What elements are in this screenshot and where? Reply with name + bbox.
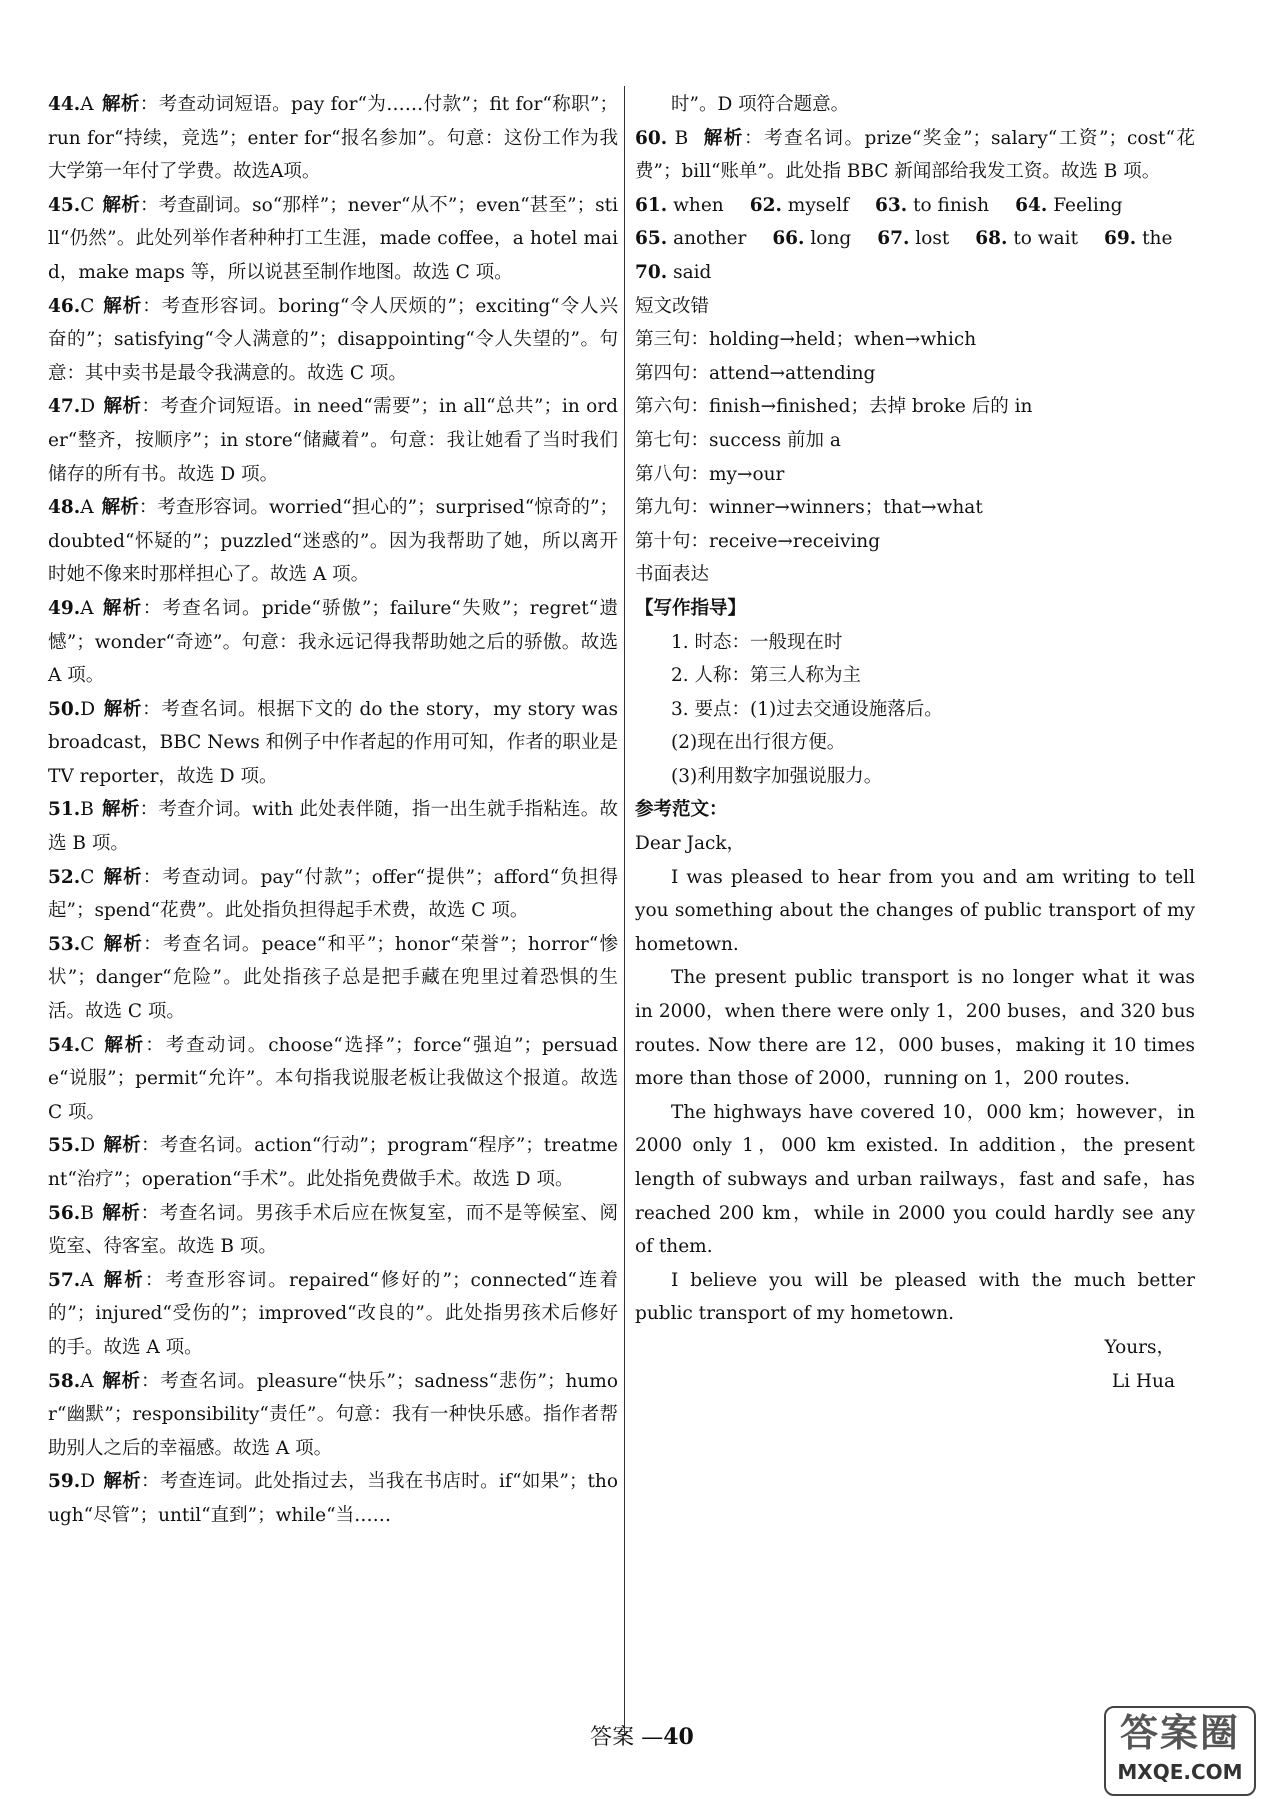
blank-value: long — [810, 228, 852, 250]
writing-guide-title: 【写作指导】 — [635, 597, 747, 619]
column-divider — [624, 86, 625, 1736]
answer-item — [48, 928, 618, 1029]
item-explanation: ：考查名词。pleasure“快乐”；sadness“悲伤”；humor“幽默”；responsibility“责任”。句意：我有一种快乐感。指作者帮助别人之后的幸福感。故选 A 项。 — [48, 1370, 618, 1459]
item-keyword: 解析 — [103, 1471, 142, 1493]
blank-fill-row-1 — [635, 189, 1195, 223]
guide-line: (2)现在出行很方便。 — [671, 732, 846, 754]
blank-number: 69. — [1104, 228, 1137, 250]
item-explanation: ：考查名词。pride“骄傲”；failure“失败”；regret“遗憾”；wonder“奇迹”。句意：我永远记得我帮助她之后的骄傲。故选 A 项。 — [48, 597, 618, 687]
item-number: 51. — [48, 799, 81, 821]
letter-paragraph: The present public transport is no longer what it was in 2000，when there were only 1，200 buses，and 320 bus routes. Now there are 12，000 buses，making it 10 times more than those of 2000，running on 1，200 routes. — [635, 967, 1195, 1090]
footer-label: 答案 — [590, 1725, 635, 1750]
item-answer: A — [80, 1370, 94, 1392]
blank-answer — [750, 189, 849, 223]
item-answer: B — [80, 799, 94, 821]
item-number: 54. — [48, 1034, 81, 1056]
correction-line: 第十句：receive→receiving — [635, 530, 881, 552]
item-explanation: ：考查介词。with 此处表伴随，指一出生就手指粘连。故选 B 项。 — [48, 799, 618, 855]
blank-value: lost — [915, 228, 950, 250]
item-explanation: ：考查名词。peace“和平”；honor“荣誉”；horror“惨状”；danger“危险”。此处指孩子总是把手藏在兜里过着恐惧的生活。故选 C 项。 — [48, 933, 618, 1023]
answer-item — [48, 390, 618, 491]
blank-answer — [772, 222, 851, 256]
letter-greeting: Dear Jack， — [635, 833, 746, 855]
blank-value: the — [1142, 228, 1173, 250]
item-explanation: ：考查动词。choose“选择”；force“强迫”；persuade“说服”；permit“允许”。本句指我说服老板让我做这个报道。故选 C 项。 — [48, 1034, 618, 1123]
page-number: 40 — [663, 1724, 694, 1750]
item-explanation: ：考查动词短语。pay for“为……付款”；fit for“称职”；run for“持续，竞选”；enter for“报名参加”。句意：这份工作为我大学第一年付了学费。故选A项。 — [48, 94, 618, 183]
answer-item — [48, 189, 618, 290]
blank-number: 64. — [1015, 194, 1048, 216]
item-number: 58. — [48, 1370, 81, 1392]
letter-body — [635, 861, 1195, 1331]
blank-number: 65. — [635, 228, 668, 250]
blank-answer — [635, 189, 724, 223]
item-explanation: ：考查名词。根据下文的 do the story，my story was broadcast，BBC News 和例子中作者起的作用可知，作者的职业是 TV reporter，故选 D 项。 — [48, 698, 618, 787]
item-keyword: 解析 — [101, 94, 140, 115]
item-number: 47. — [48, 396, 81, 418]
correction-line: 第四句：attend→attending — [635, 362, 876, 384]
blank-answer — [875, 189, 989, 223]
guide-line: 1. 时态：一般现在时 — [671, 631, 843, 653]
item-keyword: 解析 — [102, 933, 144, 955]
blank-answer — [975, 222, 1078, 256]
answer-item — [48, 290, 618, 391]
item-explanation: ：考查动词。pay“付款”；offer“提供”；afford“负担得起”；spend“花费”。此处指负担得起手术费，故选 C 项。 — [48, 866, 618, 922]
item-answer: A — [80, 497, 94, 519]
item-number: 45. — [48, 194, 81, 216]
sample-title: 参考范文： — [635, 799, 728, 821]
item-keyword: 解析 — [103, 1135, 142, 1157]
writing-guide-list — [635, 626, 1195, 794]
blank-fill-row-3 — [635, 256, 1195, 290]
item-59-continuation: 时”。D 项符合题意。 — [671, 94, 850, 115]
item-keyword: 解析 — [103, 698, 143, 720]
blank-number: 67. — [877, 228, 910, 250]
item-keyword: 解析 — [703, 127, 744, 149]
footer-dash: — — [641, 1725, 664, 1750]
answer-item — [48, 1129, 618, 1196]
item-number: 57. — [48, 1269, 81, 1291]
answer-item — [48, 1029, 618, 1130]
item-answer: D — [80, 396, 96, 418]
blank-number: 63. — [874, 194, 908, 216]
answer-item — [48, 793, 618, 860]
item-keyword: 解析 — [102, 866, 143, 888]
item-keyword: 解析 — [101, 597, 143, 619]
correction-line: 第九句：winner→winners；that→what — [635, 497, 983, 519]
item-answer: A — [80, 1269, 94, 1291]
answer-item — [48, 592, 618, 693]
letter-paragraph: I was pleased to hear from you and am writing to tell you something about the changes of public transport of my hometown. — [635, 866, 1195, 955]
item-answer: C — [80, 194, 95, 216]
item-explanation: ：考查名词。男孩手术后应在恢复室，而不是等候室、阅览室、待客室。故选 B 项。 — [48, 1202, 618, 1258]
correction-line: 第三句：holding→held；when→which — [635, 329, 977, 351]
item-answer: D — [80, 1135, 96, 1157]
item-answer: C — [80, 933, 95, 955]
item-keyword: 解析 — [102, 194, 140, 216]
answer-item-60 — [635, 122, 1195, 189]
blank-value: to wait — [1013, 228, 1079, 250]
item-answer: C — [80, 866, 95, 888]
blank-number: 61. — [635, 194, 668, 216]
item-number: 50. — [48, 698, 81, 720]
blank-number: 68. — [975, 228, 1008, 250]
writing-title: 书面表达 — [635, 564, 710, 586]
item-keyword: 解析 — [101, 1370, 141, 1392]
blank-answer — [635, 222, 746, 256]
blank-value: said — [673, 261, 712, 283]
item-number: 59. — [48, 1471, 81, 1493]
item-keyword: 解析 — [101, 1269, 145, 1291]
answer-item — [48, 88, 618, 189]
watermark-url: MXQE.COM — [1117, 1760, 1243, 1784]
correction-title: 短文改错 — [635, 295, 710, 317]
blank-value: to finish — [913, 194, 990, 216]
item-answer: D — [80, 1471, 96, 1493]
item-answer: A — [80, 94, 94, 115]
correction-list — [635, 323, 1195, 558]
correction-line: 第七句：success 前加 a — [635, 429, 841, 451]
item-number: 56. — [48, 1202, 81, 1224]
item-answer: A — [80, 597, 94, 619]
guide-line: (3)利用数字加强说服力。 — [671, 765, 883, 787]
item-keyword: 解析 — [101, 497, 139, 519]
item-answer: C — [80, 1034, 95, 1056]
item-answer: D — [80, 698, 96, 720]
blank-number: 66. — [772, 228, 805, 250]
item-keyword: 解析 — [101, 799, 140, 821]
answer-item — [48, 861, 618, 928]
guide-line: 3. 要点：(1)过去交通设施落后。 — [671, 698, 943, 720]
blank-value: another — [673, 228, 747, 250]
item-number: 44. — [48, 94, 81, 115]
item-explanation: ：考查介词短语。in need“需要”；in all“总共”；in order“整齐，按顺序”；in store“储藏着”。句意：我让她看了当时我们储存的所有书。故选 D 项。 — [48, 396, 618, 485]
site-watermark-logo — [1104, 1706, 1256, 1796]
answer-item — [48, 1365, 618, 1466]
item-explanation: ：考查名词。action“行动”；program“程序”；treatment“治疗”；operation“手术”。此处指免费做手术。故选 D 项。 — [48, 1135, 618, 1190]
blank-fill-row-2 — [635, 222, 1195, 256]
blank-value: when — [673, 194, 724, 216]
blank-answer — [635, 256, 711, 290]
item-number: 46. — [48, 295, 81, 317]
item-explanation: ：考查形容词。repaired“修好的”；connected“连着的”；injured“受伤的”；improved“改良的”。此处指男孩术后修好的手。故选 A 项。 — [48, 1269, 618, 1358]
item-explanation: ：考查形容词。worried“担心的”；surprised“惊奇的”；doubted“怀疑的”；puzzled“迷惑的”。因为我帮助了她，所以离开时她不像来时那样担心了。故选 A 项。 — [48, 497, 618, 586]
item-keyword: 解析 — [102, 295, 143, 317]
right-column — [635, 88, 1195, 1398]
blank-answer — [1104, 222, 1172, 256]
item-explanation: ：考查形容词。boring“令人厌烦的”；exciting“令人兴奋的”；satisfying“令人满意的”；disappointing“令人失望的”。句意：其中卖书是最令我满意的。故选 C 项。 — [48, 295, 618, 384]
blank-number: 62. — [749, 194, 782, 216]
item-explanation: ：考查名词。prize“奖金”；salary“工资”；cost“花费”；bill“账单”。此处指 BBC 新闻部给我发工资。故选 B 项。 — [635, 127, 1195, 183]
answer-item — [48, 1197, 618, 1264]
blank-value: myself — [787, 194, 849, 216]
answer-item — [48, 693, 618, 794]
item-answer: C — [80, 295, 95, 317]
item-explanation: ：考查副词。so“那样”；never“从不”；even“甚至”；still“仍然”。此处列举作者种种打工生涯，made coffee，a hotel maid，make maps 等，所以说甚至制作地图。故选 C 项。 — [48, 194, 618, 283]
blank-answer — [877, 222, 949, 256]
watermark-title: 答案圈 — [1119, 1711, 1240, 1755]
item-answer: B — [674, 127, 689, 149]
item-number: 52. — [48, 866, 81, 888]
item-number: 49. — [48, 597, 81, 619]
letter-closing: Yours， — [1104, 1336, 1175, 1358]
blank-number: 70. — [635, 261, 668, 283]
blank-value: Feeling — [1053, 194, 1123, 216]
correction-line: 第八句：my→our — [635, 463, 785, 485]
item-keyword: 解析 — [102, 1034, 146, 1056]
item-number: 48. — [48, 497, 81, 519]
correction-line: 第六句：finish→finished；去掉 broke 后的 in — [635, 396, 1033, 418]
guide-line: 2. 人称：第三人称为主 — [671, 665, 862, 687]
letter-paragraph: The highways have covered 10，000 km；however，in 2000 only 1，000 km existed. In addition，the present length of subways and urban railways，fast and safe，has reached 200 km，while in 2000 you could hardly see any of them. — [635, 1101, 1195, 1258]
blank-answer — [1015, 189, 1122, 223]
letter-signature: Li Hua — [1111, 1370, 1175, 1392]
item-answer: B — [80, 1202, 94, 1224]
page-footer — [0, 1720, 1284, 1751]
left-column — [48, 88, 618, 1533]
item-explanation: ：考查连词。此处指过去，当我在书店时。if“如果”；though“尽管”；until“直到”；while“当…… — [48, 1471, 618, 1526]
item-number: 53. — [48, 933, 81, 955]
item-number: 55. — [48, 1135, 81, 1157]
item-number: 60. — [635, 127, 668, 149]
item-keyword: 解析 — [101, 1202, 141, 1224]
answer-item — [48, 491, 618, 592]
letter-paragraph: I believe you will be pleased with the much better public transport of my hometown. — [635, 1269, 1195, 1325]
answer-item — [48, 1264, 618, 1365]
answer-item — [48, 1465, 618, 1532]
item-keyword: 解析 — [103, 396, 142, 418]
